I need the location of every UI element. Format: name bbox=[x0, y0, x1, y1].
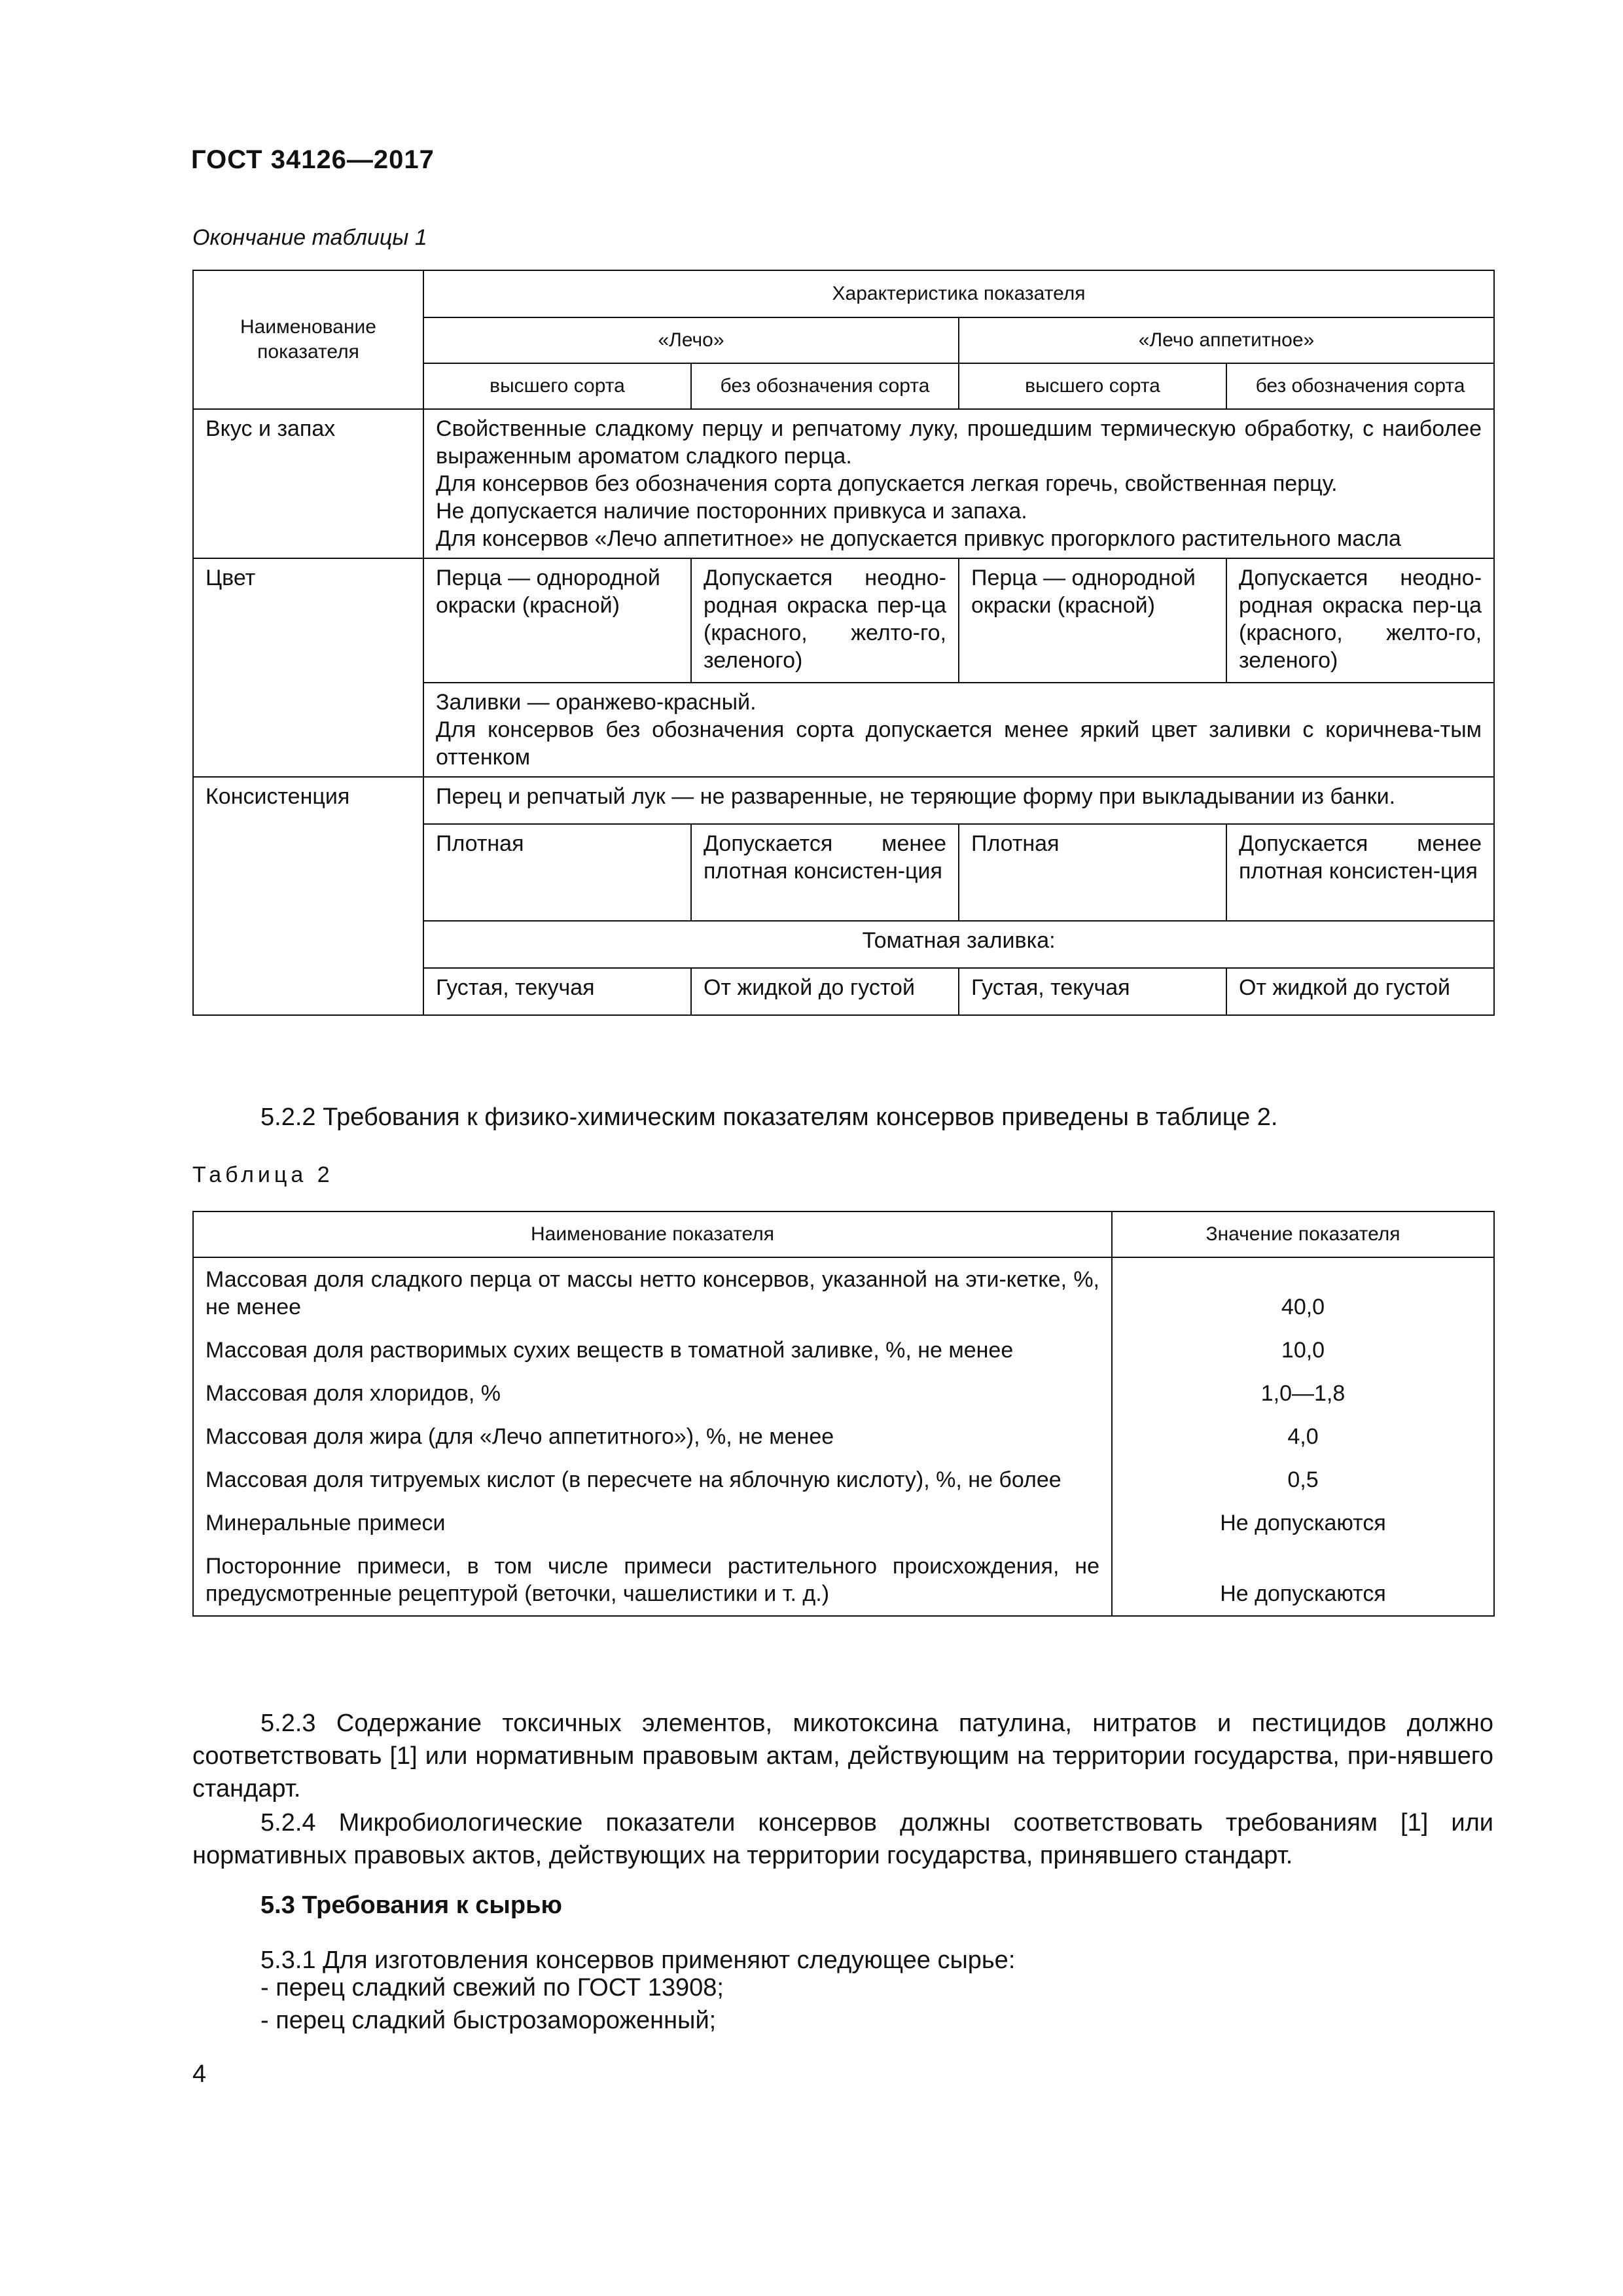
t2-row-value: 4,0 bbox=[1112, 1412, 1494, 1456]
table1-continuation-caption: Окончание таблицы 1 bbox=[192, 225, 427, 250]
t1-header-lecho: «Лечо» bbox=[423, 317, 959, 363]
page-number: 4 bbox=[192, 2060, 207, 2088]
paragraph-5-2-2: 5.2.2 Требования к физико-химическим показателям консервов приведены в таблице 2. bbox=[260, 1103, 1278, 1131]
t1-color-c3: Перца — однородной окраски (красной) bbox=[959, 558, 1226, 683]
t2-row-value: 0,5 bbox=[1112, 1456, 1494, 1499]
t2-row-value: 1,0—1,8 bbox=[1112, 1369, 1494, 1412]
t2-row-name: Массовая доля жира (для «Лечо аппетитного»), %, не менее bbox=[193, 1412, 1112, 1456]
paragraph-5-2-4: 5.2.4 Микробиологические показатели консервов должны соответствовать требованиям [1] или нормативных правовых актов, действующих на территории государства, принявшего стандарт. bbox=[192, 1809, 1493, 1869]
t1-sub-highest-2: высшего сорта bbox=[959, 363, 1226, 409]
t1-color-c1: Перца — однородной окраски (красной) bbox=[423, 558, 691, 683]
section-heading-5-3: 5.3 Требования к сырью bbox=[260, 1892, 562, 1919]
t1-taste-line: Для консервов без обозначения сорта допускается легкая горечь, свойственная перцу. bbox=[436, 471, 1338, 496]
t1-row-color-name: Цвет bbox=[193, 558, 423, 777]
t2-row-value: 10,0 bbox=[1112, 1326, 1494, 1369]
t1-color-fill-line: Для консервов без обозначения сорта допускается менее яркий цвет заливки с коричнева-тым оттенком bbox=[436, 717, 1482, 770]
list-item: - перец сладкий быстрозамороженный; bbox=[260, 2007, 717, 2034]
t1-header-lecho-appetitnoe: «Лечо аппетитное» bbox=[959, 317, 1494, 363]
t1-tomato-t1: Густая, текучая bbox=[423, 968, 691, 1015]
t2-row-name: Массовая доля хлоридов, % bbox=[193, 1369, 1112, 1412]
t1-sub-highest-1: высшего сорта bbox=[423, 363, 691, 409]
t1-color-c4: Допускается неодно-родная окраска пер-ца (красного, желто-го, зеленого) bbox=[1226, 558, 1494, 683]
t2-row-name: Массовая доля титруемых кислот (в пересчете на яблочную кислоту), %, не более bbox=[193, 1456, 1112, 1499]
t1-sub-nograde-1: без обозначения сорта bbox=[691, 363, 959, 409]
t2-row-value: 40,0 bbox=[1112, 1257, 1494, 1326]
paragraph-5-3-1: 5.3.1 Для изготовления консервов применяют следующее сырье: bbox=[260, 1946, 1016, 1974]
t1-color-c2: Допускается неодно-родная окраска пер-ца (красного, желто-го, зеленого) bbox=[691, 558, 959, 683]
paragraph-5-2-3: 5.2.3 Содержание токсичных элементов, микотоксина патулина, нитратов и пестицидов должно соответствовать [1] или нормативным правовым актам, действующим на территории государства, при-нявшего стандарт. bbox=[192, 1710, 1493, 1803]
t1-consistency-general: Перец и репчатый лук — не разваренные, не теряющие форму при выкладывании из банки. bbox=[423, 777, 1494, 824]
t1-header-name: Наименование показателя bbox=[193, 270, 423, 409]
t1-sub-nograde-2: без обозначения сорта bbox=[1226, 363, 1494, 409]
t1-consistency-c4: Допускается менее плотная консистен-ция bbox=[1226, 824, 1494, 921]
t2-row-value: Не допускаются bbox=[1112, 1542, 1494, 1616]
t1-tomato-label: Томатная заливка: bbox=[423, 921, 1494, 968]
t1-row-taste-name: Вкус и запах bbox=[193, 409, 423, 558]
t1-header-characteristic: Характеристика показателя bbox=[423, 270, 1494, 317]
t1-taste-line: Не допускается наличие посторонних привкуса и запаха. bbox=[436, 499, 1027, 524]
t1-taste-line: Свойственные сладкому перцу и репчатому луку, прошедшим термическую обработку, с наиболее выраженным ароматом сладкого перца. bbox=[436, 416, 1482, 469]
t1-consistency-c1: Плотная bbox=[423, 824, 691, 921]
table-1 bbox=[192, 270, 1495, 1016]
t1-row-consistency-name: Консистенция bbox=[193, 777, 423, 1015]
t1-row-taste-text bbox=[423, 409, 1494, 558]
table-2 bbox=[192, 1211, 1495, 1617]
t1-tomato-t2: От жидкой до густой bbox=[691, 968, 959, 1015]
t2-row-name: Минеральные примеси bbox=[193, 1499, 1112, 1542]
t2-row-name: Посторонние примеси, в том числе примеси растительного происхождения, не предусмотренные рецептурой (веточки, чашелистики и т. д.) bbox=[193, 1542, 1112, 1616]
t1-color-fill-line: Заливки — оранжево-красный. bbox=[436, 690, 757, 715]
table2-caption: Таблица 2 bbox=[192, 1162, 334, 1187]
t2-row-value: Не допускаются bbox=[1112, 1499, 1494, 1542]
t1-color-fill bbox=[423, 683, 1494, 777]
list-item: - перец сладкий свежий по ГОСТ 13908; bbox=[260, 1974, 724, 2001]
t1-tomato-t3: Густая, текучая bbox=[959, 968, 1226, 1015]
t1-consistency-c3: Плотная bbox=[959, 824, 1226, 921]
t1-consistency-c2: Допускается менее плотная консистен-ция bbox=[691, 824, 959, 921]
t1-tomato-t4: От жидкой до густой bbox=[1226, 968, 1494, 1015]
t2-header-name: Наименование показателя bbox=[193, 1211, 1112, 1257]
t1-taste-line: Для консервов «Лечо аппетитное» не допускается привкус прогорклого растительного масла bbox=[436, 526, 1401, 551]
t2-row-name: Массовая доля растворимых сухих веществ в томатной заливке, %, не менее bbox=[193, 1326, 1112, 1369]
t2-header-value: Значение показателя bbox=[1112, 1211, 1494, 1257]
document-title: ГОСТ 34126—2017 bbox=[191, 145, 435, 174]
t2-row-name: Массовая доля сладкого перца от массы нетто консервов, указанной на эти-кетке, %, не менее bbox=[193, 1257, 1112, 1326]
